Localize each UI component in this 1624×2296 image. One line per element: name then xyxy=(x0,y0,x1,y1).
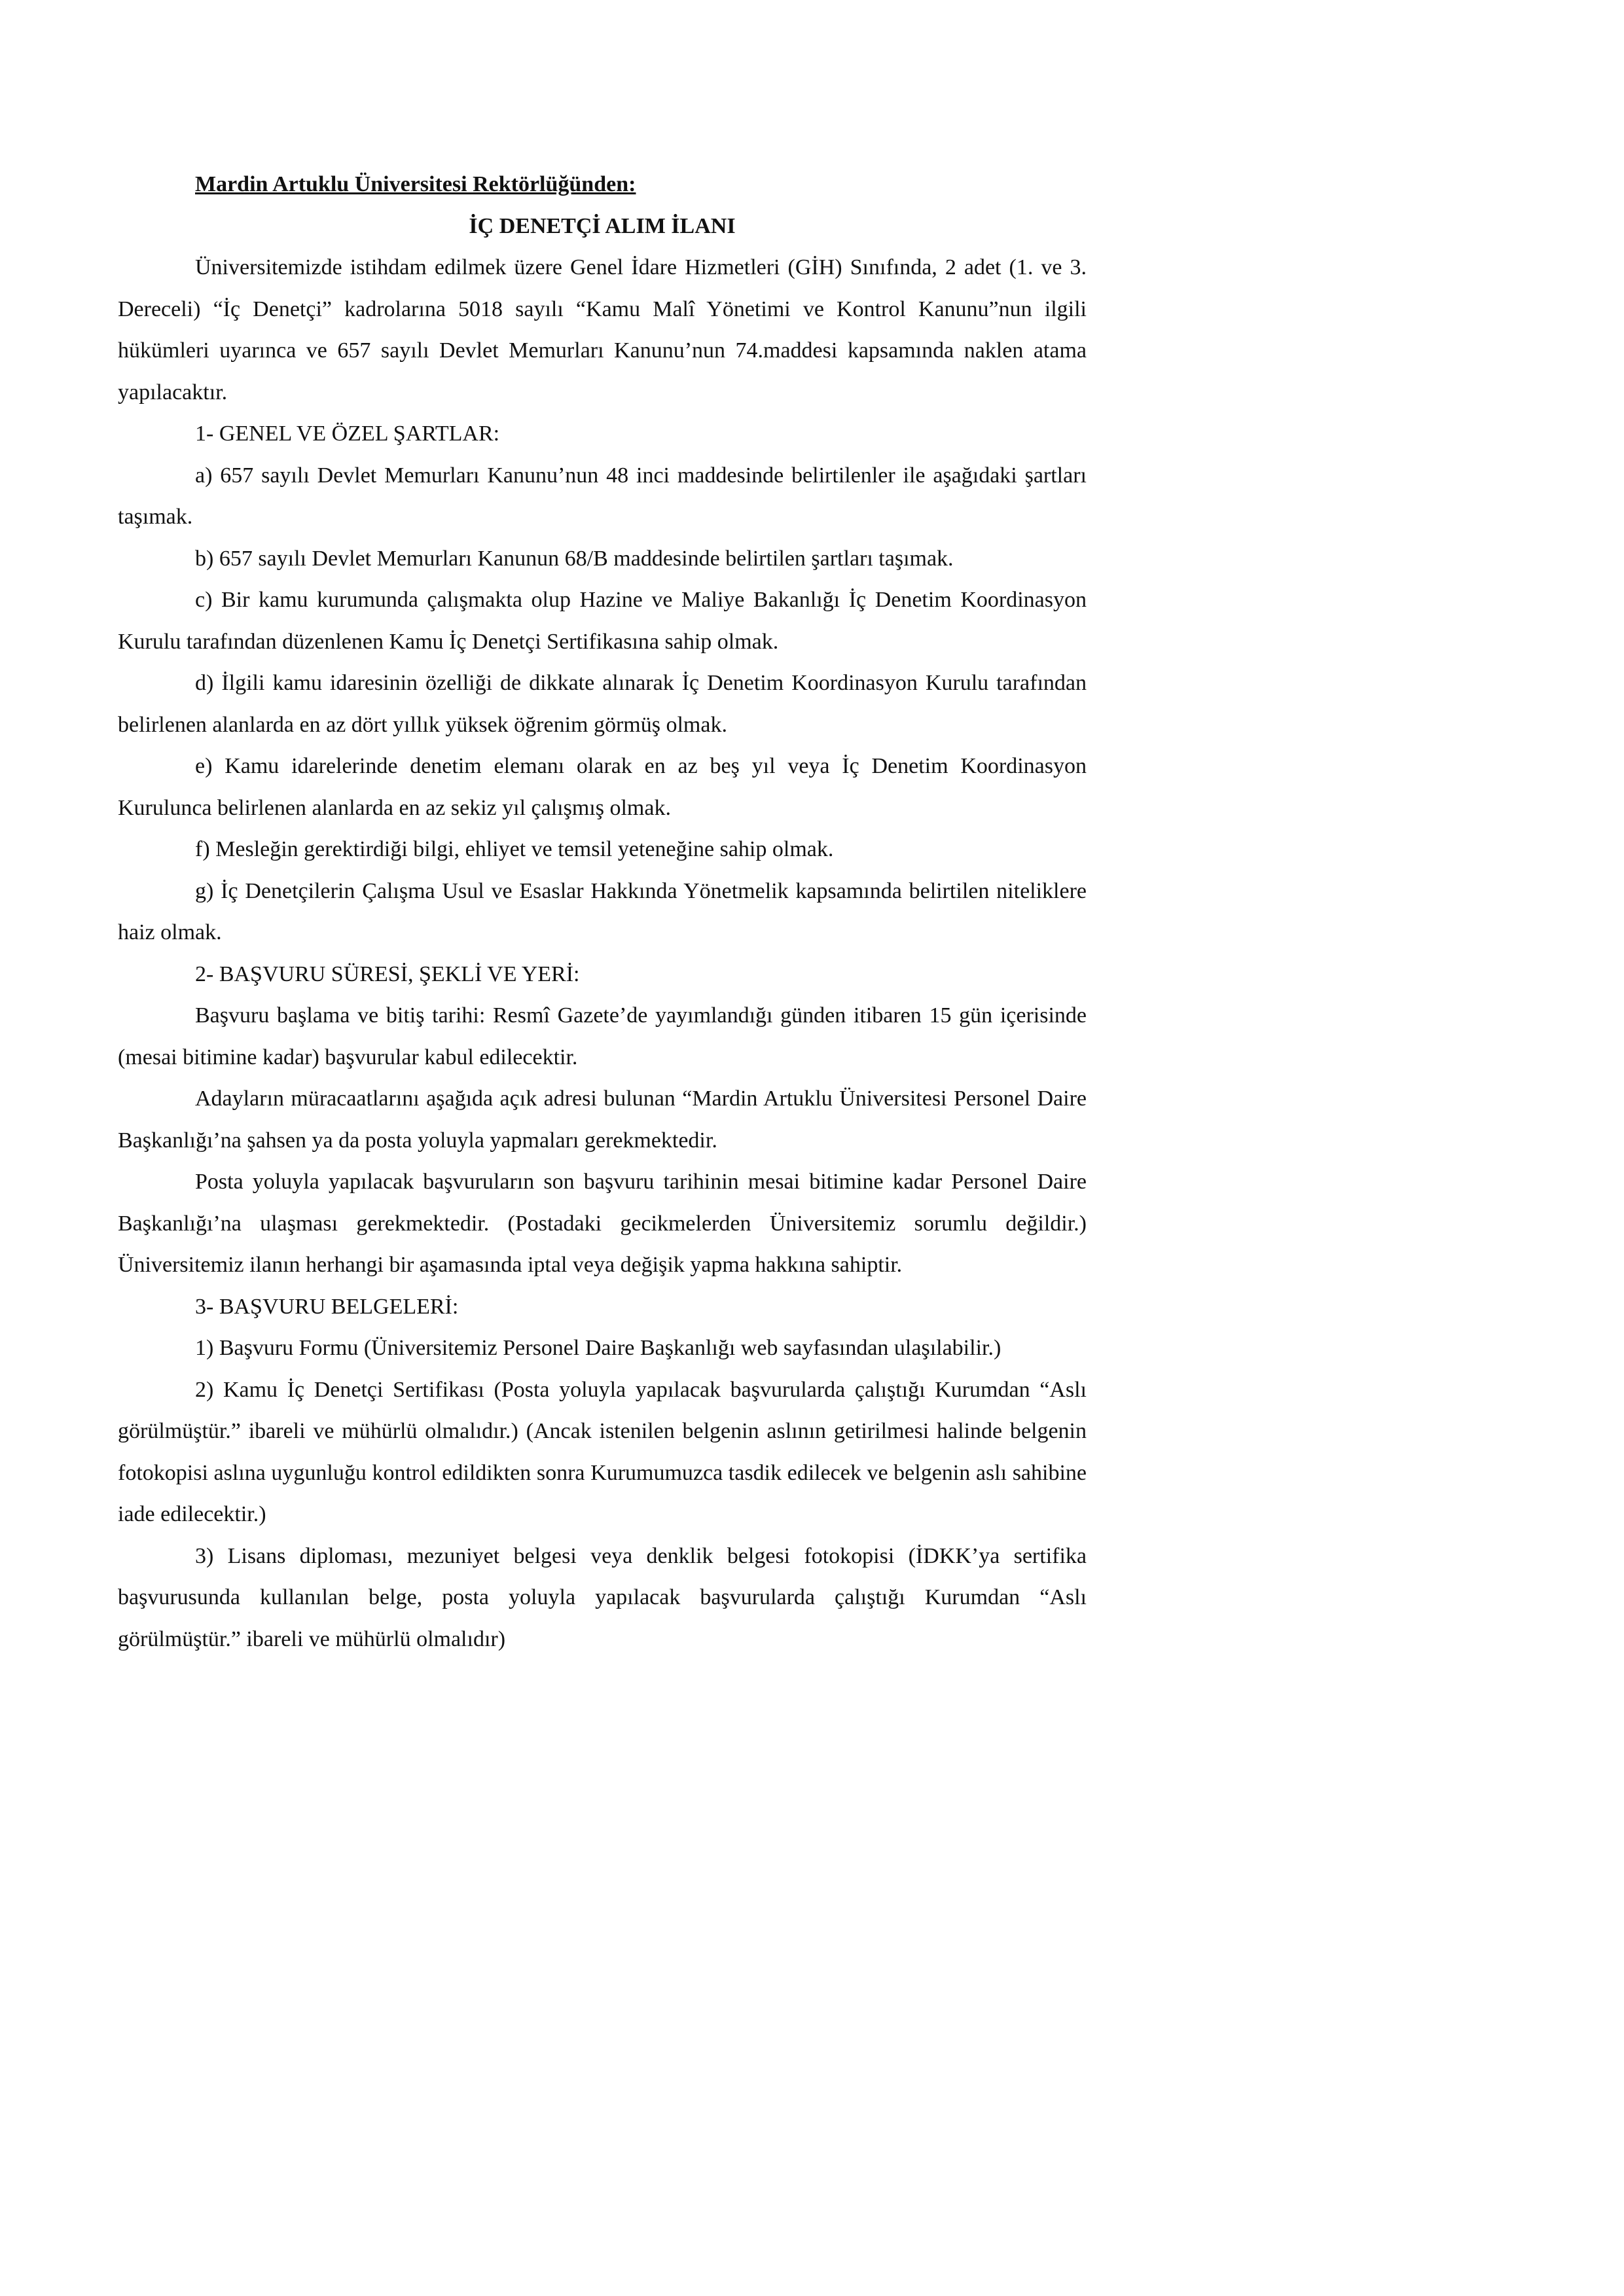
application-paragraph: Adayların müracaatlarını aşağıda açık adresi bulunan “Mardin Artuklu Üniversitesi Personel Daire Başkanlığı’na şahsen ya da posta yoluyla yapmaları gerekmektedir. xyxy=(118,1086,1087,1153)
document-item: 2) Kamu İç Denetçi Sertifikası (Posta yoluyla yapılacak başvurularda çalıştığı Kurumdan “Aslı görülmüştür.” ibareli ve mühürlü olmalıdır.) (Ancak istenilen belgenin aslının getirilmesi halinde belgenin fotokopisi aslına uygunluğu kontrol edildikten sonra Kurumumuzca tasdik edilecek ve belgenin aslı sahibine iade edilecektir.) xyxy=(118,1377,1087,1526)
condition-item: e) Kamu idarelerinde denetim elemanı olarak en az beş yıl veya İç Denetim Koordinasyon Kurulunca belirlenen alanlarda en az sekiz yıl çalışmış olmak. xyxy=(118,754,1087,820)
section-heading-application: 2- BAŞVURU SÜRESİ, ŞEKLİ VE YERİ: xyxy=(195,961,580,986)
condition-item: f) Mesleğin gerektirdiği bilgi, ehliyet ve temsil yeteneğine sahip olmak. xyxy=(195,837,834,861)
intro-paragraph: Üniversitemizde istihdam edilmek üzere Genel İdare Hizmetleri (GİH) Sınıfında, 2 adet (1. ve 3. Dereceli) “İç Denetçi” kadrolarına 5018 sayılı “Kamu Malî Yönetimi ve Kontrol Kanunu”nun ilgili hükümleri uyarınca ve 657 sayılı Devlet Memurları Kanunu’nun 74.maddesi kapsamında naklen atama yapılacaktır. xyxy=(118,255,1087,404)
application-paragraph: Posta yoluyla yapılacak başvuruların son başvuru tarihinin mesai bitimine kadar Personel Daire Başkanlığı’na ulaşması gerekmektedir. (Postadaki gecikmelerden Üniversitemiz sorumlu değildir.) Üniversitemiz ilanın herhangi bir aşamasında iptal veya değişik yapma hakkına sahiptir. xyxy=(118,1170,1087,1277)
document-item: 1) Başvuru Formu (Üniversitemiz Personel Daire Başkanlığı web sayfasından ulaşılabilir.) xyxy=(195,1336,1001,1360)
application-paragraph: Başvuru başlama ve bitiş tarihi: Resmî Gazete’de yayımlandığı günden itibaren 15 gün içerisinde (mesai bitimine kadar) başvurular kabul edilecektir. xyxy=(118,1003,1087,1069)
section-heading-documents: 3- BAŞVURU BELGELERİ: xyxy=(195,1294,459,1319)
document-page xyxy=(118,164,1087,1660)
section-heading-conditions: 1- GENEL VE ÖZEL ŞARTLAR: xyxy=(195,422,500,446)
condition-item: g) İç Denetçilerin Çalışma Usul ve Esaslar Hakkında Yönetmelik kapsamında belirtilen niteliklere haiz olmak. xyxy=(118,878,1087,944)
condition-item: c) Bir kamu kurumunda çalışmakta olup Hazine ve Maliye Bakanlığı İç Denetim Koordinasyon Kurulu tarafından düzenlenen Kamu İç Denetçi Sertifikasına sahip olmak. xyxy=(118,588,1087,654)
condition-item: d) İlgili kamu idaresinin özelliği de dikkate alınarak İç Denetim Koordinasyon Kurulu tarafından belirlenen alanlarda en az dört yıllık yüksek öğrenim görmüş olmak. xyxy=(118,671,1087,737)
issuer-heading: Mardin Artuklu Üniversitesi Rektörlüğünden: xyxy=(195,172,636,196)
document-item: 3) Lisans diploması, mezuniyet belgesi veya denklik belgesi fotokopisi (İDKK’ya sertifika başvurusunda kullanılan belge, posta yoluyla yapılacak başvurularda çalıştığı Kurumdan “Aslı görülmüştür.” ibareli ve mühürlü olmalıdır) xyxy=(118,1543,1087,1651)
condition-item: b) 657 sayılı Devlet Memurları Kanunun 68/B maddesinde belirtilen şartları taşımak. xyxy=(195,546,954,571)
announcement-title: İÇ DENETÇİ ALIM İLANI xyxy=(469,213,736,238)
condition-item: a) 657 sayılı Devlet Memurları Kanunu’nun 48 inci maddesinde belirtilenler ile aşağıdaki şartları taşımak. xyxy=(118,463,1087,529)
